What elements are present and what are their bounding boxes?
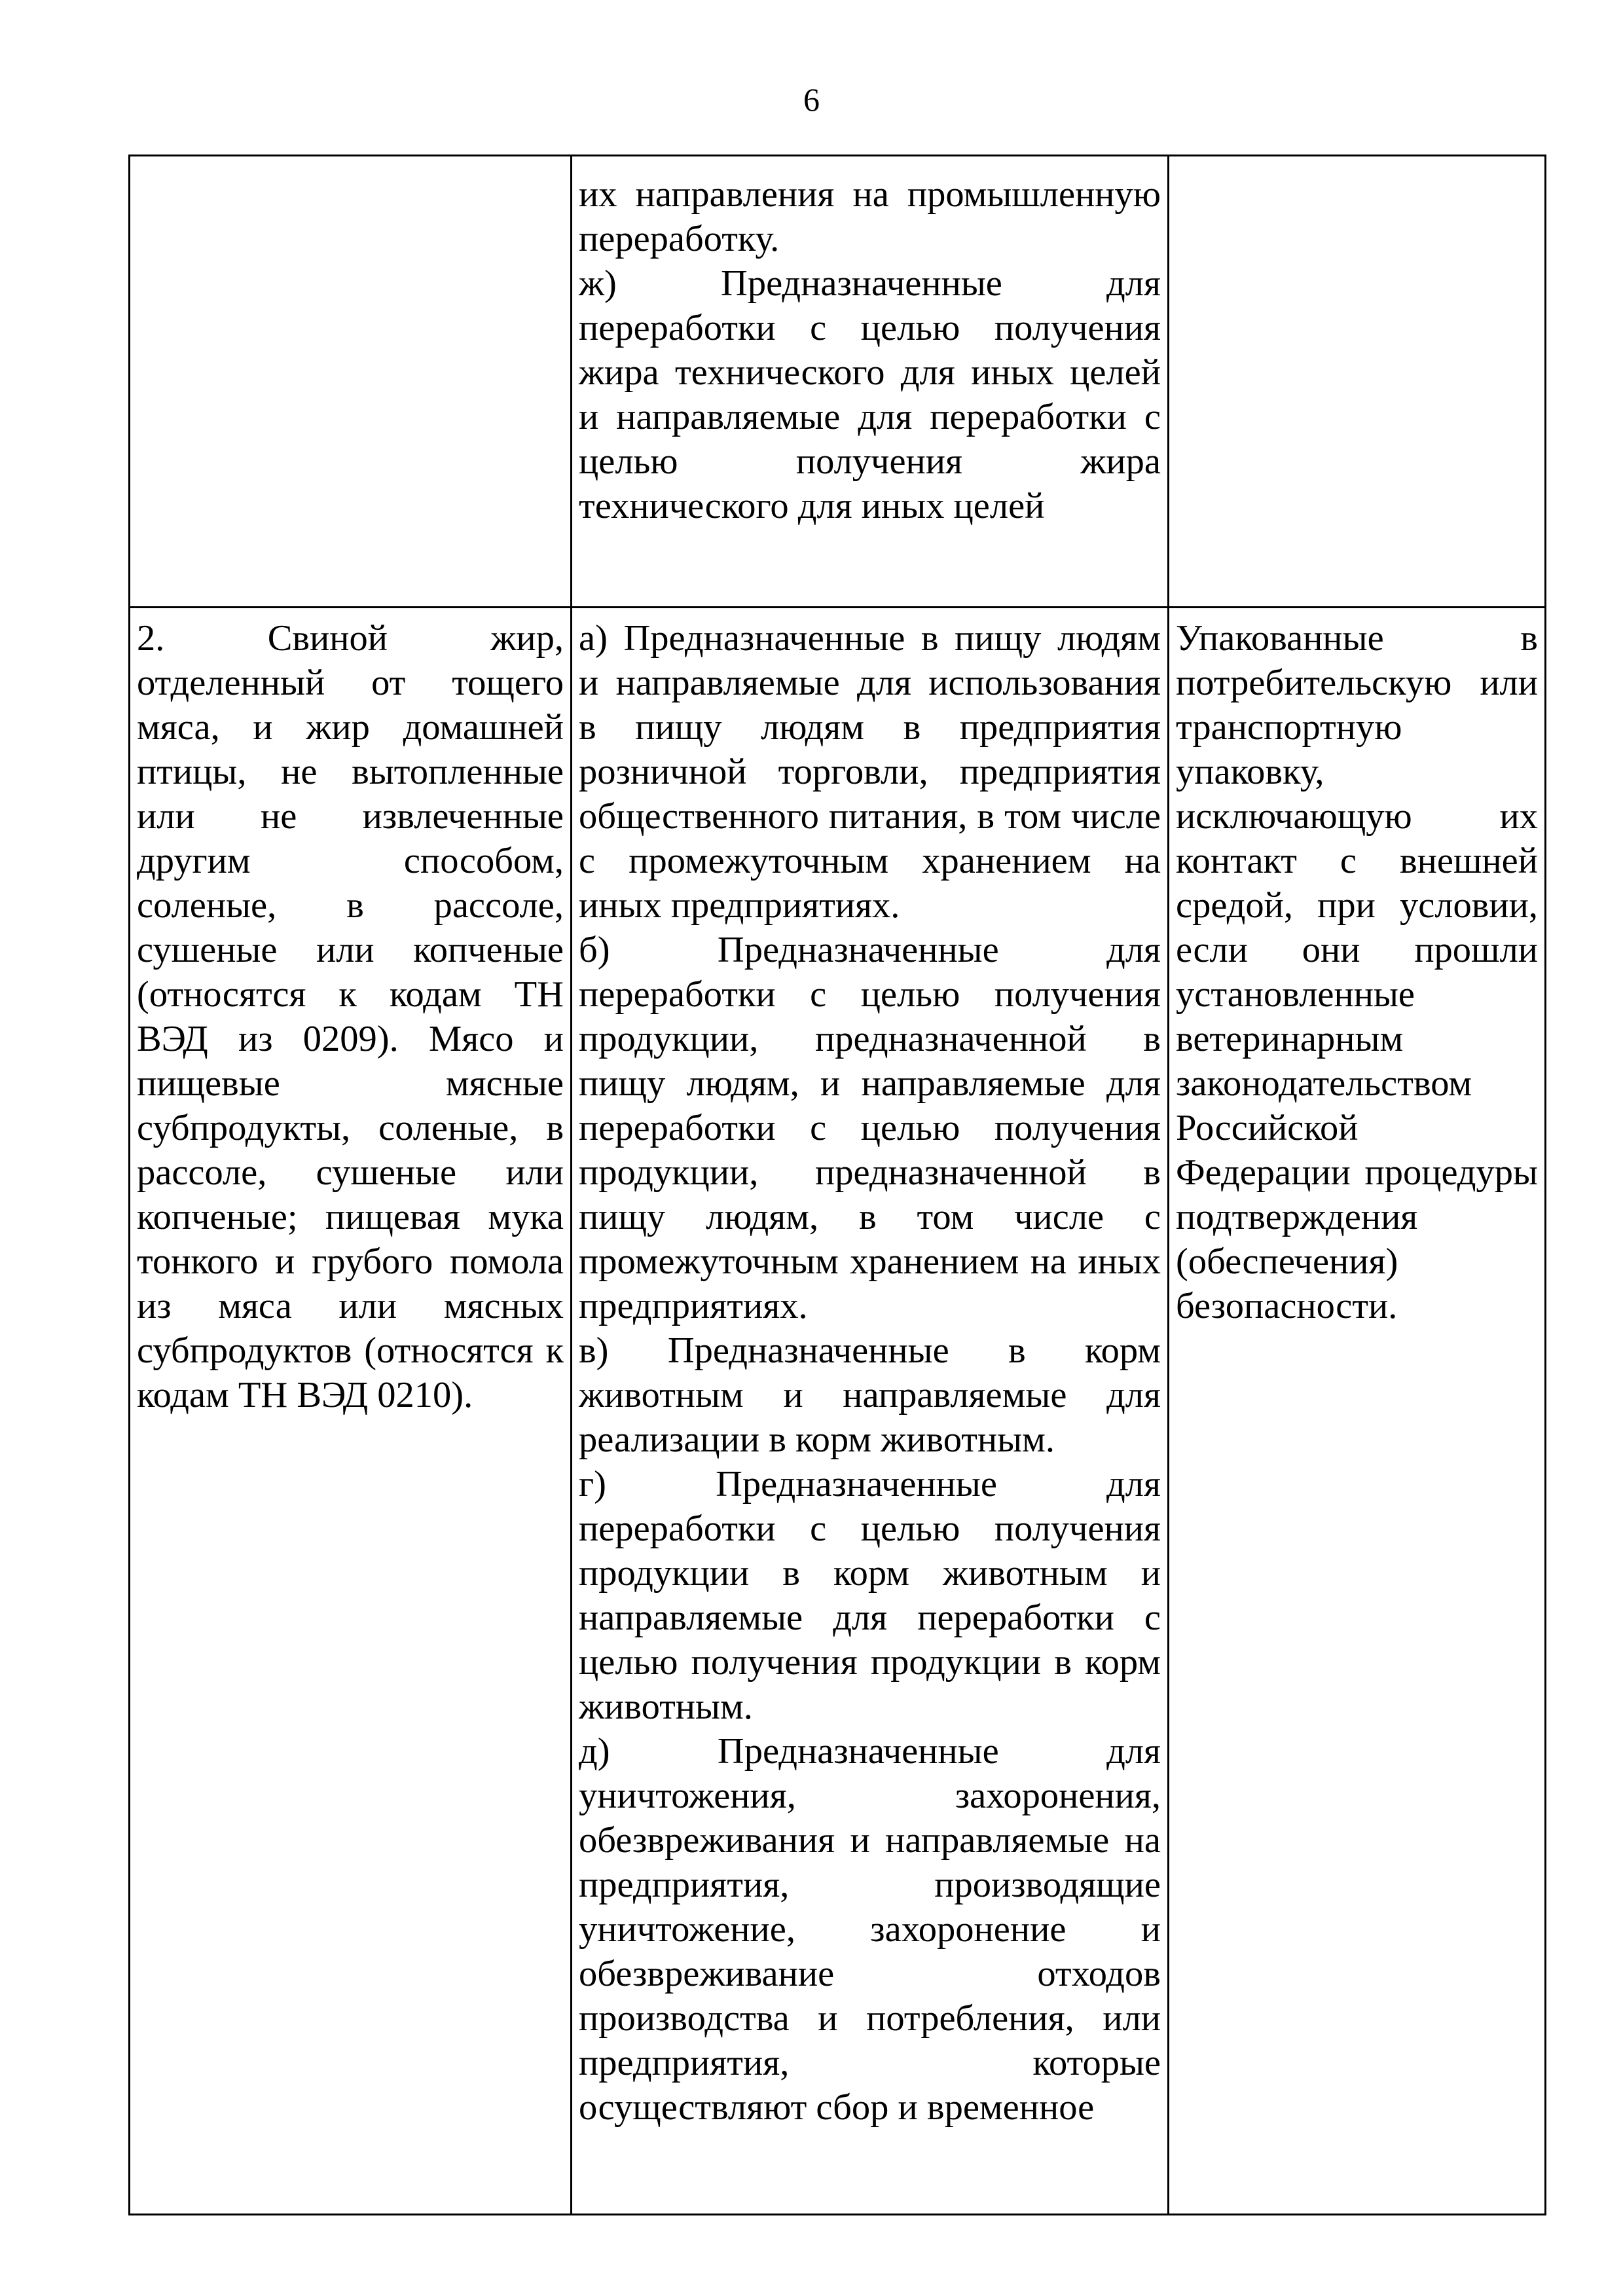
table-cell-condition bbox=[1169, 156, 1546, 608]
cell-paragraph: Упакованные в потребительскую или транспортную упаковку, исключающую их контакт с внешней средой, при условии, если они прошли установленные ветеринарным законодательством Российской Федерации процедуры подтверждения (обеспечения) безопасности. bbox=[1176, 618, 1538, 1326]
table-row bbox=[130, 156, 1546, 608]
cell-paragraph: в) Предназначенные в корм животным и направляемые для реализации в корм животным. bbox=[579, 1330, 1161, 1460]
cell-paragraph: а) Предназначенные в пищу людям и направляемые для использования в пищу людям в предприятия розничной торговли, предприятия общественного питания, в том числе с промежуточным хранением на иных предприятиях. bbox=[579, 618, 1161, 926]
table-cell-purpose bbox=[572, 156, 1169, 608]
table-cell-condition bbox=[1169, 608, 1546, 2215]
page-number: 6 bbox=[803, 81, 820, 118]
table-cell-purpose bbox=[572, 608, 1169, 2215]
cell-paragraph: д) Предназначенные для уничтожения, захоронения, обезвреживания и направляемые на предприятия, производящие уничтожение, захоронение и обезвреживание отходов производства и потребления, или предприятия, которые осуществляют сбор и временное bbox=[579, 1731, 1161, 2128]
cell-paragraph: г) Предназначенные для переработки с целью получения продукции в корм животным и направляемые для переработки с целью получения продукции в корм животным. bbox=[579, 1464, 1161, 1727]
table-row bbox=[130, 608, 1546, 2215]
cell-paragraph: 2. Свиной жир, отделенный от тощего мяса, и жир домашней птицы, не вытопленные или не извлеченные другим способом, соленые, в рассоле, сушеные или копченые (относятся к кодам ТН ВЭД из 0209). Мясо и пищевые мясные субпродукты, соленые, в рассоле, сушеные или копченые; пищевая мука тонкого и грубого помола из мяса или мясных субпродуктов (относятся к кодам ТН ВЭД 0210). bbox=[137, 618, 564, 1415]
cell-paragraph: их направления на промышленную переработку. bbox=[579, 174, 1161, 259]
cell-paragraph: ж) Предназначенные для переработки с целью получения жира технического для иных целей и направляемые для переработки с целью получения жира технического для иных целей bbox=[579, 263, 1161, 526]
cell-paragraph: б) Предназначенные для переработки с целью получения продукции, предназначенной в пищу людям, и направляемые для переработки с целью получения продукции, предназначенной в пищу людям, в том числе с промежуточным хранением на иных предприятиях. bbox=[579, 930, 1161, 1326]
document-table bbox=[128, 155, 1546, 2215]
table-cell-product bbox=[130, 156, 572, 608]
table-cell-product bbox=[130, 608, 572, 2215]
